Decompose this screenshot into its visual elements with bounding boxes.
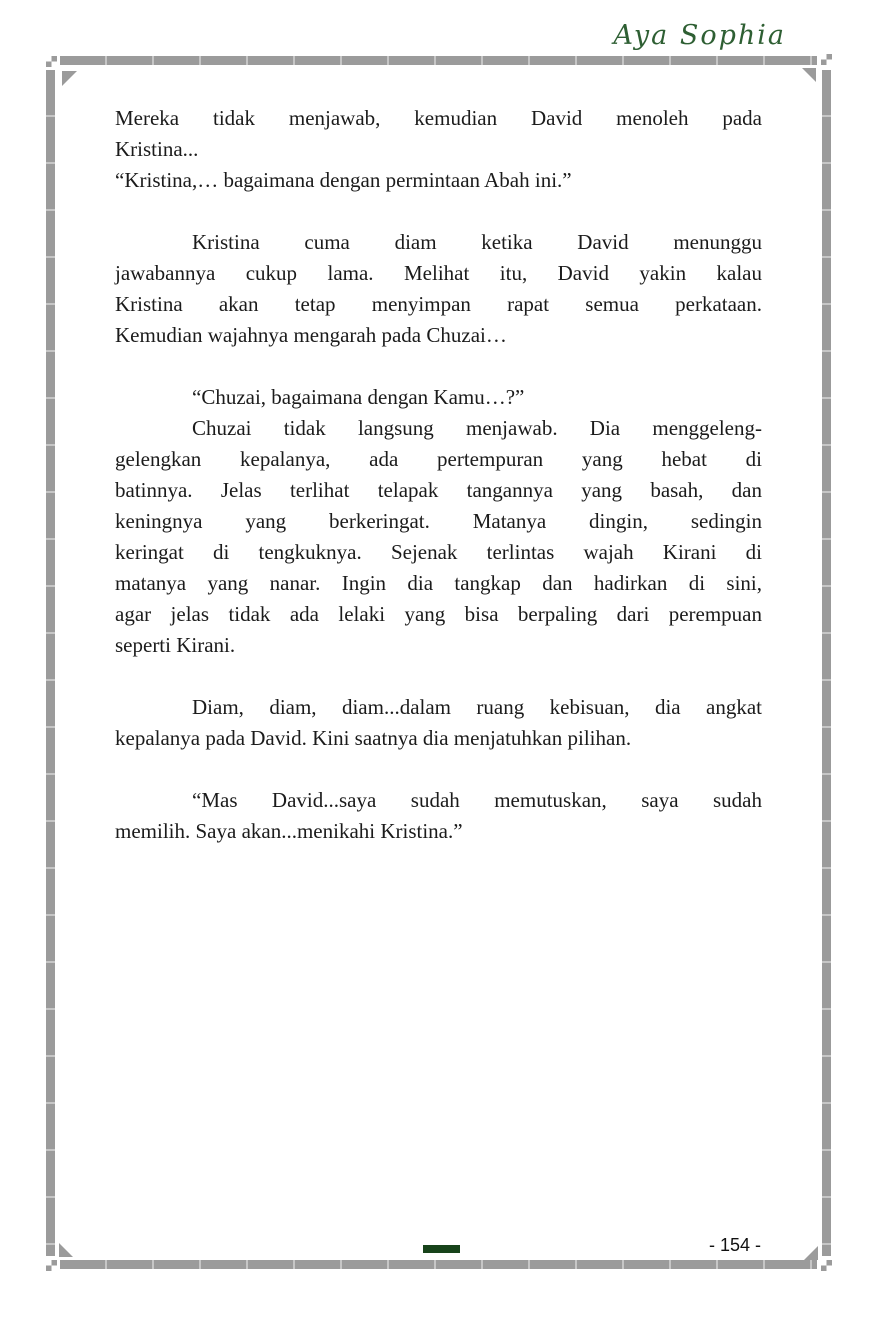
text-line: kepalanya pada David. Kini saatnya dia menjatuhkan pilihan. [115,726,632,750]
text-line: Kristina akan tetap menyimpan rapat semua perkataan. [115,292,762,316]
text-line: Kemudian wajahnya mengarah pada Chuzai… [115,323,507,347]
text-line: jawabannya cukup lama. Melihat itu, David yakin kalau [115,261,762,285]
frame-bar-left [46,70,55,1256]
text-line: gelengkan kepalanya, ada pertempuran yang hebat di [115,447,762,471]
paragraph [115,165,762,196]
text-line: “Chuzai, bagaimana dengan Kamu…?” [192,385,525,409]
paragraph [115,785,762,847]
paragraph [115,413,762,661]
text-line: seperti Kirani. [115,633,236,657]
text-line: keningnya yang berkeringat. Matanya dingin, sedingin [115,509,762,533]
paragraph [115,382,762,413]
page-number: - 154 - [708,1235,762,1255]
text-line: Kristina cuma diam ketika David menunggu [192,230,762,254]
corner-fold-icon [802,68,816,82]
text-line: “Mas David...saya sudah memutuskan, saya sudah [192,788,762,812]
text-line: Diam, diam, diam...dalam ruang kebisuan, dia angkat [192,695,762,719]
body-text [115,103,762,847]
corner-fold-icon [59,1243,73,1257]
text-line: matanya yang nanar. Ingin dia tangkap dan hadirkan di sini, [115,571,762,595]
text-line: memilih. Saya akan...menikahi Kristina.” [115,819,463,843]
frame-corner-ornament-bottom-right [821,1260,832,1271]
frame-bar-right [822,70,831,1256]
frame-corner-ornament-bottom-left [46,1260,57,1271]
text-line: Chuzai tidak langsung menjawab. Dia menggeleng- [192,416,762,440]
corner-fold-icon [804,1246,818,1260]
text-line: Kristina... [115,137,199,161]
text-line: “Kristina,… bagaimana dengan permintaan Abah ini.” [115,168,572,192]
text-line: keringat di tengkuknya. Sejenak terlintas wajah Kirani di [115,540,762,564]
text-line: Mereka tidak menjawab, kemudian David menoleh pada [115,106,762,130]
footer-accent-bar [423,1245,460,1253]
paragraph [115,227,762,351]
frame-corner-ornament-top-left [46,56,57,67]
page-header-title: Aya Sophia [613,20,786,51]
frame-bar-top [60,56,817,65]
text-line: batinnya. Jelas terlihat telapak tangannya yang basah, dan [115,478,762,502]
paragraph [115,692,762,754]
paragraph [115,103,762,165]
frame-bar-bottom [60,1260,817,1269]
corner-fold-icon [62,71,77,86]
text-line: agar jelas tidak ada lelaki yang bisa berpaling dari perempuan [115,602,762,626]
frame-corner-ornament-top-right [821,54,832,65]
